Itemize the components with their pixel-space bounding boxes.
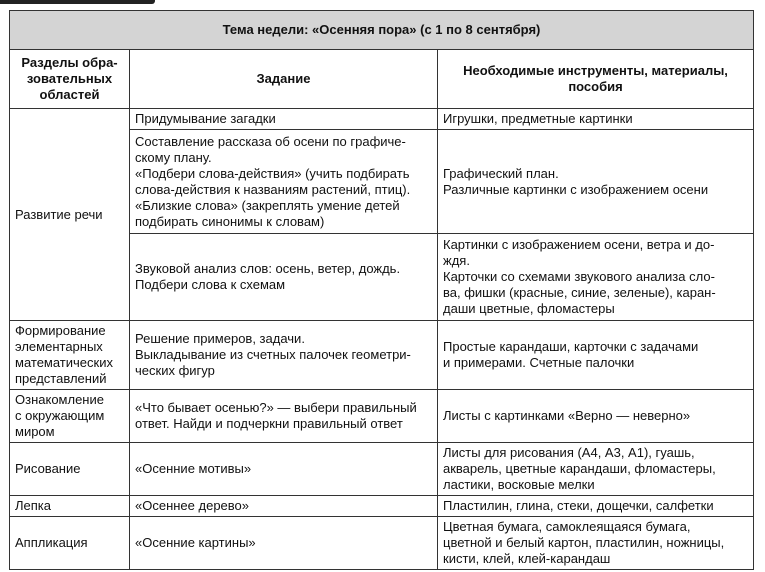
section-drawing: Рисование (10, 443, 130, 496)
task-cell: Звуковой анализ слов: осень, ветер, дождь. Подбери слова к схемам (130, 234, 438, 321)
tools-cell: Листы с картинками «Верно — неверно» (438, 390, 754, 443)
tools-cell: Пластилин, глина, стеки, дощечки, салфетки (438, 496, 754, 517)
tools-cell: Игрушки, предметные картинки (438, 109, 754, 130)
tools-cell: Цветная бумага, самоклеящаяся бумага, цветной и белый картон, пластилин, ножницы, кисти, клей, клей-карандаш (438, 517, 754, 570)
task-cell: Придумывание загадки (130, 109, 438, 130)
tools-cell: Простые карандаши, карточки с задачами и примерами. Счетные палочки (438, 321, 754, 390)
header-sections: Разделы обра- зовательных областей (10, 50, 130, 109)
table-row (10, 390, 754, 443)
theme-row (10, 11, 754, 50)
lesson-plan-table (9, 10, 754, 570)
section-environment: Ознакомление с окружающим миром (10, 390, 130, 443)
table-row (10, 496, 754, 517)
tools-cell: Листы для рисования (А4, А3, А1), гуашь, акварель, цветные карандаши, фломастеры, ластики, восковые мелки (438, 443, 754, 496)
tools-cell: Графический план. Различные картинки с изображением осени (438, 130, 754, 234)
tools-cell: Картинки с изображением осени, ветра и до- ждя. Карточки со схемами звукового анализа сло- ва, фишки (красные, синие, зеленые), каран- даши цветные, фломастеры (438, 234, 754, 321)
header-row (10, 50, 754, 109)
table-row (10, 517, 754, 570)
section-math: Формирование элементарных математических представлений (10, 321, 130, 390)
table-row (10, 321, 754, 390)
header-tools: Необходимые инструменты, материалы, пособия (438, 50, 754, 109)
task-cell: «Что бывает осенью?» — выбери правильный ответ. Найди и подчеркни правильный ответ (130, 390, 438, 443)
table-row (10, 443, 754, 496)
task-cell: Составление рассказа об осени по графиче- скому плану. «Подбери слова-действия» (учить подбирать слова-действия к названиям растений, птиц). «Близкие слова» (закреплять умение детей подбирать синонимы к словам) (130, 130, 438, 234)
top-decoration-bar (0, 0, 155, 4)
task-cell: «Осеннее дерево» (130, 496, 438, 517)
task-cell: «Осенние картины» (130, 517, 438, 570)
task-cell: Решение примеров, задачи. Выкладывание из счетных палочек геометри- ческих фигур (130, 321, 438, 390)
section-modeling: Лепка (10, 496, 130, 517)
section-applique: Аппликация (10, 517, 130, 570)
task-cell: «Осенние мотивы» (130, 443, 438, 496)
theme-title: Тема недели: «Осенняя пора» (с 1 по 8 сентября) (10, 11, 754, 50)
section-speech: Развитие речи (10, 109, 130, 321)
header-task: Задание (130, 50, 438, 109)
table-row (10, 109, 754, 130)
